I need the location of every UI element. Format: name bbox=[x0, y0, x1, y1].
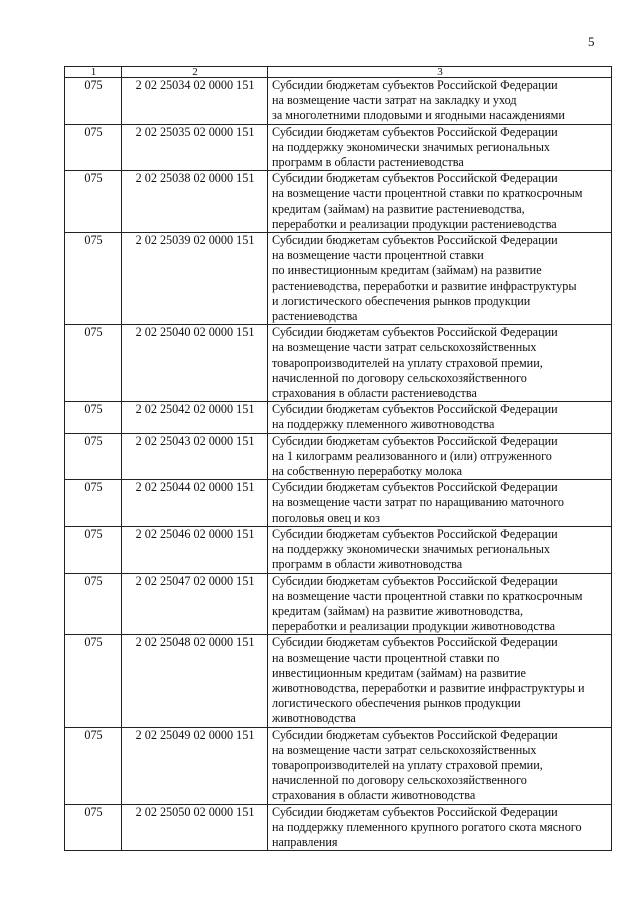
description-line: товаропроизводителей на уплату страховой премии, bbox=[272, 757, 543, 772]
description-line: на возмещение части процентной ставки по краткосрочным bbox=[272, 588, 583, 603]
description-line: переработки и реализации продукции растениеводства bbox=[272, 216, 557, 231]
description-line: на 1 килограмм реализованного и (или) отгруженного bbox=[272, 448, 552, 463]
description-line: Субсидии бюджетам субъектов Российской Федерации bbox=[272, 526, 558, 541]
revenue-code-cell: 2 02 25049 02 0000 151 bbox=[122, 727, 268, 804]
table-row bbox=[65, 804, 612, 851]
description-line: кредитам (займам) на развитие растениеводства, bbox=[272, 201, 525, 216]
description-line: на возмещение части затрат на закладку и уход bbox=[272, 93, 517, 108]
table-row bbox=[65, 573, 612, 635]
revenue-code-cell: 2 02 25050 02 0000 151 bbox=[122, 804, 268, 851]
description-line: товаропроизводителей на уплату страховой премии, bbox=[272, 355, 543, 370]
table-row bbox=[65, 526, 612, 573]
description-line: Субсидии бюджетам субъектов Российской Федерации bbox=[272, 804, 558, 819]
description-line: на возмещение части затрат сельскохозяйственных bbox=[272, 340, 537, 355]
description-line: поголовья овец и коз bbox=[272, 510, 380, 525]
table-row bbox=[65, 171, 612, 233]
description-cell bbox=[268, 433, 612, 480]
description-line: переработки и реализации продукции животноводства bbox=[272, 619, 556, 634]
description-line: программ в области животноводства bbox=[272, 557, 463, 572]
description-cell bbox=[268, 573, 612, 635]
admin-code-cell: 075 bbox=[65, 325, 122, 402]
description-line: начисленной по договору сельскохозяйственного bbox=[272, 370, 527, 385]
description-cell bbox=[268, 727, 612, 804]
revenue-code-cell: 2 02 25038 02 0000 151 bbox=[122, 171, 268, 233]
table-header-row bbox=[65, 67, 612, 78]
description-line: Субсидии бюджетам субъектов Российской Федерации bbox=[272, 124, 558, 139]
table-row bbox=[65, 124, 612, 171]
description-line: на собственную переработку молока bbox=[272, 464, 463, 479]
admin-code-cell: 075 bbox=[65, 78, 122, 125]
description-cell bbox=[268, 171, 612, 233]
table-row bbox=[65, 480, 612, 527]
description-line: Субсидии бюджетам субъектов Российской Федерации bbox=[272, 402, 558, 417]
description-line: на поддержку экономически значимых региональных bbox=[272, 542, 550, 557]
description-cell bbox=[268, 124, 612, 171]
description-line: на возмещение части процентной ставки по краткосрочным bbox=[272, 186, 583, 201]
table-row bbox=[65, 433, 612, 480]
table-row bbox=[65, 635, 612, 727]
admin-code-cell: 075 bbox=[65, 804, 122, 851]
description-line: логистического обеспечения рынков продукции bbox=[272, 696, 521, 711]
revenue-code-cell: 2 02 25040 02 0000 151 bbox=[122, 325, 268, 402]
table-row bbox=[65, 325, 612, 402]
description-line: на возмещение части затрат сельскохозяйственных bbox=[272, 742, 537, 757]
description-line: страхования в области растениеводства bbox=[272, 386, 477, 401]
description-line: программ в области растениеводства bbox=[272, 155, 464, 170]
description-line: Субсидии бюджетам субъектов Российской Федерации bbox=[272, 573, 558, 588]
description-line: Субсидии бюджетам субъектов Российской Федерации bbox=[272, 171, 558, 186]
table-row bbox=[65, 727, 612, 804]
description-line: Субсидии бюджетам субъектов Российской Федерации bbox=[272, 727, 558, 742]
table-row bbox=[65, 402, 612, 433]
description-line: Субсидии бюджетам субъектов Российской Федерации bbox=[272, 480, 558, 495]
admin-code-cell: 075 bbox=[65, 124, 122, 171]
description-line: на возмещение части процентной ставки bbox=[272, 248, 484, 263]
description-line: на возмещение части затрат по наращиванию маточного bbox=[272, 495, 564, 510]
description-cell bbox=[268, 233, 612, 325]
admin-code-cell: 075 bbox=[65, 402, 122, 433]
description-line: Субсидии бюджетам субъектов Российской Федерации bbox=[272, 433, 558, 448]
description-line: Субсидии бюджетам субъектов Российской Федерации bbox=[272, 325, 558, 340]
description-cell bbox=[268, 635, 612, 727]
description-line: начисленной по договору сельскохозяйственного bbox=[272, 773, 527, 788]
page-number: 5 bbox=[588, 34, 595, 49]
description-line: инвестиционным кредитам (займам) на развитие bbox=[272, 665, 526, 680]
description-line: по инвестиционным кредитам (займам) на развитие bbox=[272, 263, 542, 278]
description-line: животноводства bbox=[272, 711, 356, 726]
description-line: на возмещение части процентной ставки по bbox=[272, 650, 500, 665]
description-line: растениеводства, переработки и развитие инфраструктуры bbox=[272, 278, 577, 293]
description-cell bbox=[268, 526, 612, 573]
description-cell bbox=[268, 402, 612, 433]
table-body bbox=[65, 78, 612, 851]
description-line: Субсидии бюджетам субъектов Российской Федерации bbox=[272, 635, 558, 650]
admin-code-cell: 075 bbox=[65, 433, 122, 480]
description-cell bbox=[268, 804, 612, 851]
column-header-2: 2 bbox=[122, 67, 268, 78]
description-line: животноводства, переработки и развитие инфраструктуры и bbox=[272, 680, 585, 695]
revenue-code-cell: 2 02 25048 02 0000 151 bbox=[122, 635, 268, 727]
revenue-codes-table bbox=[64, 66, 612, 851]
description-cell bbox=[268, 78, 612, 125]
admin-code-cell: 075 bbox=[65, 233, 122, 325]
table-row bbox=[65, 233, 612, 325]
admin-code-cell: 075 bbox=[65, 635, 122, 727]
description-cell bbox=[268, 480, 612, 527]
revenue-code-cell: 2 02 25044 02 0000 151 bbox=[122, 480, 268, 527]
description-cell bbox=[268, 325, 612, 402]
revenue-code-cell: 2 02 25047 02 0000 151 bbox=[122, 573, 268, 635]
table-row bbox=[65, 78, 612, 125]
description-line: на поддержку экономически значимых региональных bbox=[272, 139, 550, 154]
revenue-code-cell: 2 02 25046 02 0000 151 bbox=[122, 526, 268, 573]
description-line: страхования в области животноводства bbox=[272, 788, 476, 803]
admin-code-cell: 075 bbox=[65, 526, 122, 573]
description-line: на поддержку племенного животноводства bbox=[272, 417, 495, 432]
description-line: кредитам (займам) на развитие животноводства, bbox=[272, 603, 524, 618]
description-line: направления bbox=[272, 834, 338, 849]
revenue-code-cell: 2 02 25034 02 0000 151 bbox=[122, 78, 268, 125]
description-line: на поддержку племенного крупного рогатого скота мясного bbox=[272, 819, 582, 834]
revenue-code-cell: 2 02 25035 02 0000 151 bbox=[122, 124, 268, 171]
column-header-1: 1 bbox=[65, 67, 122, 78]
revenue-code-cell: 2 02 25042 02 0000 151 bbox=[122, 402, 268, 433]
admin-code-cell: 075 bbox=[65, 171, 122, 233]
description-line: и логистического обеспечения рынков продукции bbox=[272, 293, 531, 308]
revenue-code-cell: 2 02 25039 02 0000 151 bbox=[122, 233, 268, 325]
revenue-code-cell: 2 02 25043 02 0000 151 bbox=[122, 433, 268, 480]
description-line: за многолетними плодовыми и ягодными насаждениями bbox=[272, 108, 565, 123]
admin-code-cell: 075 bbox=[65, 480, 122, 527]
description-line: Субсидии бюджетам субъектов Российской Федерации bbox=[272, 233, 558, 248]
admin-code-cell: 075 bbox=[65, 727, 122, 804]
description-line: Субсидии бюджетам субъектов Российской Федерации bbox=[272, 78, 558, 92]
description-line: растениеводства bbox=[272, 309, 358, 324]
admin-code-cell: 075 bbox=[65, 573, 122, 635]
column-header-3: 3 bbox=[268, 67, 612, 78]
